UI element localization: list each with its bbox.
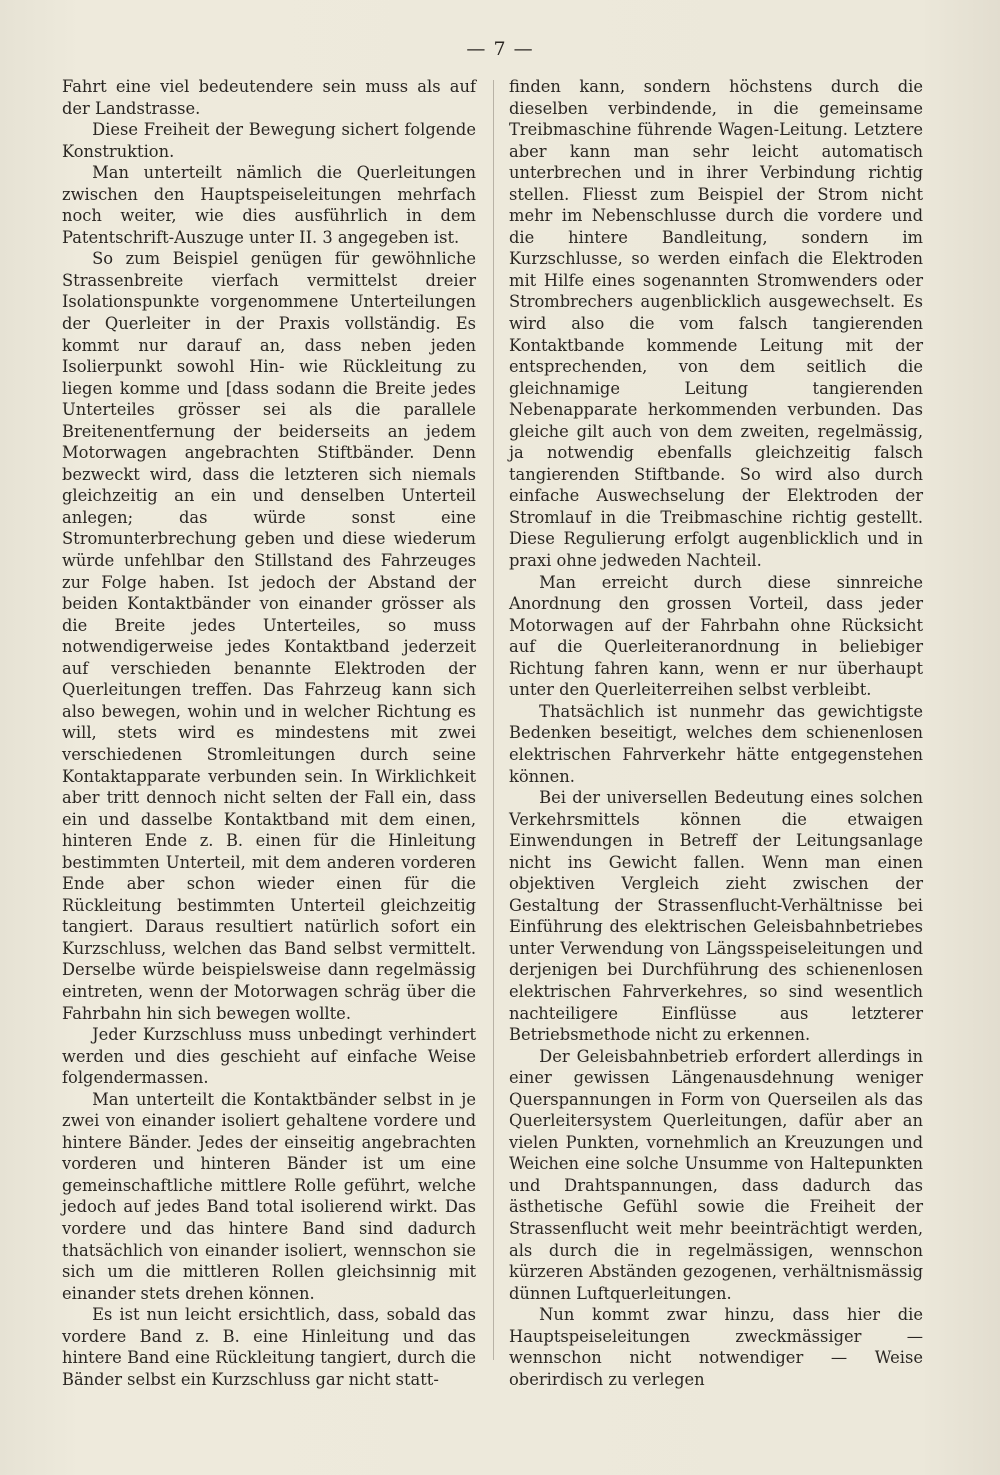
paragraph: Man erreicht durch diese sinnreiche Anordnung den grossen Vorteil, dass jeder Motorwagen auf der Fahrbahn ohne Rücksicht auf die Querleiteranordnung in beliebiger Richtung fahren kann, wenn er nur überhaupt unter den Querleiterreihen selbst verbleibt. (509, 572, 923, 700)
paragraph: Man unterteilt die Kontaktbänder selbst in je zwei von einander isoliert gehaltene vordere und hintere Bänder. Jedes der einseitig angebrachten vorderen und hinteren Bänder ist um eine gemeinschaftliche mittlere Rolle geführt, welche jedoch auf jedes Band total isolierend wirkt. Das vordere und das hintere Band sind dadurch thatsächlich von einander isoliert, wennschon sie sich um die mittleren Rollen gleichsinnig mit einander stets drehen können. (62, 1089, 476, 1303)
paragraph: Nun kommt zwar hinzu, dass hier die Hauptspeiseleitungen zweckmässiger — wennschon nicht notwendiger — Weise oberirdisch zu verlegen (509, 1305, 923, 1389)
paragraph: Thatsächlich ist nunmehr das gewichtigste Bedenken beseitigt, welches dem schienenlosen elektrischen Fahrverkehr hätte entgegenstehen können. (509, 701, 923, 786)
page-number: — 7 — (466, 38, 534, 60)
paragraph: So zum Beispiel genügen für gewöhnliche Strassenbreite vierfach vermittelst dreier Isolationspunkte vorgenommene Unterteilungen der Querleiter in der Praxis vollständig. Es kommt nur darauf an, dass neben jeden Isolierpunkt sowohl Hin- wie Rückleitung zu liegen komme und [dass sodann die Breite jedes Unterteiles grösser sei als die parallele Breitenentfernung der beiderseits an jedem Motorwagen angebrachten Stiftbänder. Denn bezweckt wird, dass die letzteren sich niemals gleichzeitig an ein und denselben Unterteil anlegen; das würde sonst eine Stromunterbrechung geben und diese wiederum würde unfehlbar den Stillstand des Fahrzeuges zur Folge haben. Ist jedoch der Abstand der beiden Kontaktbänder von einander grösser als die Breite jedes Unterteiles, so muss notwendigerweise jedes Kontaktband jederzeit auf verschieden benannte Elektroden der Querleitungen treffen. Das Fahrzeug kann sich also bewegen, wohin und in welcher Richtung es will, stets wird es mindestens mit zwei verschiedenen Stromleitungen durch seine Kontaktapparate verbunden sein. In Wirklichkeit aber tritt dennoch nicht selten der Fall ein, dass ein und dasselbe Kontaktband mit dem einen, hinteren Ende z. B. einen für die Hinleitung bestimmten Unterteil, mit dem anderen vorderen Ende aber schon wieder einen für die Rückleitung bestimmten Unterteil gleichzeitig tangiert. Daraus resultiert natürlich sofort ein Kurzschluss, welchen das Band selbst vermittelt. Derselbe würde beispielsweise dann regelmässig eintreten, wenn der Motorwagen schräg über die Fahrbahn hin sich bewegen wollte. (62, 249, 476, 1023)
paragraph: Man unterteilt nämlich die Querleitungen zwischen den Hauptspeiseleitungen mehrfach noch weiter, wie dies ausführlich in dem Patentschrift-Auszuge unter II. 3 angegeben ist. (62, 163, 476, 247)
column-divider (493, 80, 494, 1360)
paragraph: Bei der universellen Bedeutung eines solchen Verkehrsmittels können die etwaigen Einwendungen in Betreff der Leitungsanlage nicht ins Gewicht fallen. Wenn man einen objektiven Vergleich zieht zwischen der Gestaltung der Strassenflucht-Verhältnisse bei Einführung des elektrischen Geleisbahnbetriebes unter Verwendung von Längsspeiseleitungen und derjenigen bei Durchführung des schienenlosen elektrischen Fahrverkehres, so sind wesentlich nachteiligere Einflüsse aus letzterer Betriebsmethode nicht zu erkennen. (509, 788, 923, 1045)
paragraph: Jeder Kurzschluss muss unbedingt verhindert werden und dies geschieht auf einfache Weise folgendermassen. (62, 1025, 476, 1088)
paragraph: Der Geleisbahnbetrieb erfordert allerdings in einer gewissen Längenausdehnung weniger Querspannungen in Form von Querseilen als das Querleitersystem Querleitungen, dafür aber an vielen Punkten, vornehmlich an Kreuzungen und Weichen eine solche Unsumme von Haltepunkten und Drahtspannungen, dass dadurch das ästhetische Gefühl sowie die Freiheit der Strassenflucht weit mehr beeinträchtigt werden, als durch die in regelmässigen, wennschon kürzeren Abständen gezogenen, verhältnismässig dünnen Luftquerleitungen. (509, 1046, 923, 1303)
paragraph: Es ist nun leicht ersichtlich, dass, sobald das vordere Band z. B. eine Hinleitung und das hintere Band eine Rückleitung tangiert, durch die Bänder selbst ein Kurzschluss gar nicht statt- (62, 1305, 476, 1389)
right-column (509, 76, 923, 1390)
paragraph: Diese Freiheit der Bewegung sichert folgende Konstruktion. (62, 120, 476, 161)
paragraph: finden kann, sondern höchstens durch die dieselben verbindende, in die gemeinsame Treibmaschine führende Wagen-Leitung. Letztere aber kann man sehr leicht automatisch unterbrechen und in ihrer Verbindung richtig stellen. Fliesst zum Beispiel der Strom nicht mehr im Nebenschlusse durch die vordere und die hintere Bandleitung, sondern im Kurzschlusse, so werden einfach die Elektroden mit Hilfe eines sogenannten Stromwenders oder Strombrechers augenblicklich ausgewechselt. Es wird also die vom falsch tangierenden Kontaktbande kommende Leitung mit der entsprechenden, von dem seitlich die gleichnamige Leitung tangierenden Nebenapparate herkommenden verbunden. Das gleiche gilt auch von dem zweiten, regelmässig, ja notwendig ebenfalls gleichzeitig falsch tangierenden Stiftbande. So wird also durch einfache Auswechselung der Elektroden der Stromlauf in die Treibmaschine richtig gestellt. Diese Regulierung erfolgt augenblicklich und in praxi ohne jedweden Nachteil. (509, 77, 923, 571)
left-column (62, 76, 476, 1390)
paragraph: Fahrt eine viel bedeutendere sein muss als auf der Landstrasse. (62, 77, 476, 118)
